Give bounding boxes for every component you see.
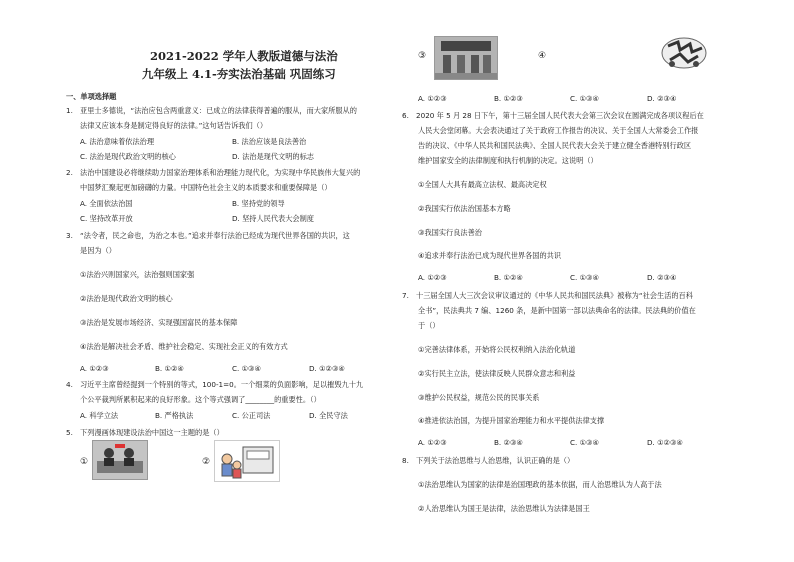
- q6-statement-4: ④追求并奉行法治已成为现代世界各国的共识: [418, 251, 562, 260]
- q7-stem-line3: 于（）: [418, 321, 440, 330]
- q5-option-c: C. ①③④: [570, 94, 599, 103]
- q6-stem-line4: 维护国家安全的法律制度和执行机制的决定。这说明（）: [418, 156, 598, 165]
- q5-cartoon-1-label: ①: [80, 457, 89, 467]
- q1-option-c: C. 法治是现代政治文明的核心: [80, 152, 176, 161]
- q3-option-d: D. ①②③④: [309, 364, 345, 373]
- q3-statement-4: ④法治是解决社会矛盾、维护社会稳定、实现社会正义的有效方式: [80, 342, 288, 351]
- cartoon-3-image: [434, 36, 498, 80]
- cartoon-2-image: [214, 440, 280, 482]
- q7-stem-line2: 全书”，民法典共 7 编、1260 条，是新中国第一部以法典命名的法律。民法典的价值在: [418, 306, 696, 315]
- q6-stem-line1: 6. 2020 年 5 月 28 日下午，第十三届全国人民代表大会第三次会议在圆满完成各项议程后在: [402, 111, 704, 120]
- q1-option-a: A. 法治意味着依法治理: [80, 137, 155, 146]
- q6-option-b: B. ①②④: [494, 273, 523, 282]
- q7-option-d: D. ①②③④: [647, 438, 683, 447]
- q2-option-c: C. 坚持改革开放: [80, 214, 133, 223]
- q3-option-b: B. ①②④: [155, 364, 184, 373]
- q2-option-d: D. 坚持人民代表大会制度: [232, 214, 314, 223]
- q1-option-b: B. 法治应该是良法善治: [232, 137, 307, 146]
- q5-cartoon-3-label: ③: [418, 51, 427, 61]
- q4-option-b: B. 严格执法: [155, 411, 194, 420]
- q2-stem-line2: 中国梦汇聚起更加磅礴的力量。中国特色社会主义的本质要求和重要保障是（）: [80, 183, 332, 192]
- q3-option-c: C. ①③④: [232, 364, 261, 373]
- q6-statement-3: ③我国实行良法善治: [418, 228, 482, 237]
- doc-title-line1: 2021-2022 学年人教版道德与法治: [150, 49, 338, 63]
- q6-stem-line2: 人民大会堂闭幕。大会表决通过了关于政府工作报告的决议、关于全国人大常委会工作报: [418, 126, 699, 135]
- q6-stem-line3: 告的决议、《中华人民共和国民法典》、全国人民代表大会关于建立健全香港特别行政区: [418, 141, 692, 150]
- q7-statement-4: ④推进依法治国，为提升国家治理能力和水平提供法律支撑: [418, 416, 605, 425]
- q7-option-a: A. ①②③: [418, 438, 447, 447]
- q4-option-c: C. 公正司法: [232, 411, 271, 420]
- q3-option-a: A. ①②③: [80, 364, 109, 373]
- q4-stem-line2: 个公平裁判所累积起来的良好形象。这个等式强调了________的重要性。（）: [80, 395, 321, 404]
- q5-cartoon-2-label: ②: [202, 457, 211, 467]
- q3-stem-line2: 是因为（）: [80, 246, 116, 255]
- q6-statement-1: ①全国人大具有最高立法权、最高决定权: [418, 180, 547, 189]
- q4-option-a: A. 科学立法: [80, 411, 119, 420]
- q2-stem-line1: 2. 法治中国建设必将继续助力国家治理体系和治理能力现代化，为实现中华民族伟大复兴的: [66, 168, 361, 177]
- q8-statement-1: ①法治思维认为国家的法律是治国理政的基本依据，而人治思维认为人高于法: [418, 480, 662, 489]
- q3-stem-line1: 3. “法令者，民之命也，为治之本也。”追求并奉行法治已经成为现代世界各国的共识，这: [66, 231, 350, 240]
- q7-option-b: B. ②③④: [494, 438, 523, 447]
- q6-option-d: D. ②③④: [647, 273, 677, 282]
- q7-statement-2: ②实行民主立法，使法律反映人民群众意志和利益: [418, 369, 576, 378]
- q8-statement-2: ②人治思维认为国王是法律，法治思维认为法律是国王: [418, 504, 590, 513]
- q7-statement-3: ③维护公民权益，规范公民的民事关系: [418, 393, 540, 402]
- q6-option-c: C. ①③④: [570, 273, 599, 282]
- q7-stem-line1: 7. 十三届全国人大三次会议审议通过的《中华人民共和国民法典》被称为“社会生活的百科: [402, 291, 693, 300]
- q3-statement-1: ①法治兴则国家兴，法治强则国家强: [80, 270, 195, 279]
- q1-option-d: D. 法治是现代文明的标志: [232, 152, 314, 161]
- q4-stem-line1: 4. 习近平主席曾经提到一个特别的等式，100-1=0。一个细菜的负面影响，足以摧毁九十九: [66, 380, 364, 389]
- doc-title-line2: 九年级上 4.1-夯实法治基础 巩固练习: [142, 67, 336, 81]
- q1-stem-line1: 1. 亚里士多德说，“法治应包含两重意义：已成立的法律获得普遍的服从，而大家所服从的: [66, 106, 357, 115]
- q4-option-d: D. 全民守法: [309, 411, 348, 420]
- q7-option-c: C. ①③④: [570, 438, 599, 447]
- section-heading: 一、单项选择题: [66, 92, 117, 101]
- cartoon-1-image: [92, 440, 148, 480]
- q1-stem-line2: 法律又应该本身是制定得良好的法律。”这句话告诉我们（）: [80, 121, 268, 130]
- q5-option-a: A. ①②③: [418, 94, 447, 103]
- q5-option-d: D. ②③④: [647, 94, 677, 103]
- cartoon-4-image: [660, 36, 708, 70]
- q5-option-b: B. ①②③: [494, 94, 523, 103]
- q2-option-b: B. 坚持党的领导: [232, 199, 285, 208]
- q6-statement-2: ②我国实行依法治国基本方略: [418, 204, 511, 213]
- q3-statement-3: ③法治是发展市场经济、实现强国富民的基本保障: [80, 318, 238, 327]
- q3-statement-2: ②法治是现代政治文明的核心: [80, 294, 173, 303]
- q2-option-a: A. 全面依法治国: [80, 199, 133, 208]
- q6-option-a: A. ①②③: [418, 273, 447, 282]
- q5-stem: 5. 下列漫画体现建设法治中国这一主题的是（）: [66, 428, 224, 437]
- q8-stem: 8. 下列关于法治思维与人治思维，认识正确的是（）: [402, 456, 575, 465]
- q7-statement-1: ①完善法律体系，开始将公民权利纳入法治化轨道: [418, 345, 576, 354]
- q5-cartoon-4-label: ④: [538, 51, 547, 61]
